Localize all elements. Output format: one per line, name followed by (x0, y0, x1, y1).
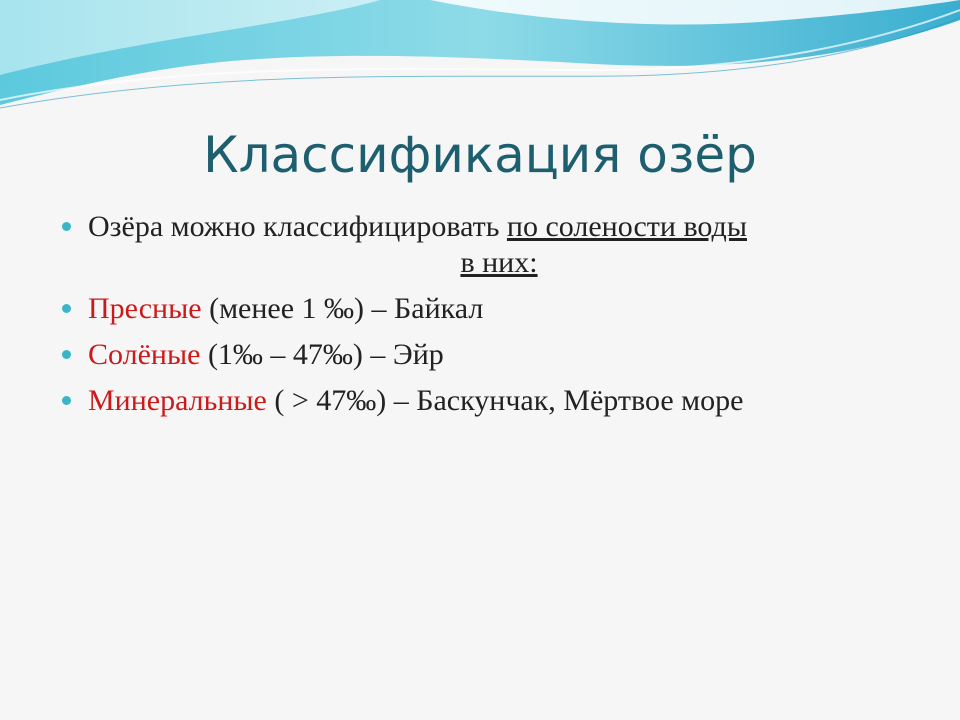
lake-type-label: Солёные (88, 338, 201, 371)
list-item (60, 207, 910, 283)
lake-type-label: Пресные (88, 292, 202, 325)
lake-type-description: (1‰ – 47‰) – Эйр (200, 338, 444, 371)
page-title: Классификация озёр (203, 126, 757, 184)
bullet-dot-icon (62, 222, 71, 231)
lake-type-description: ( > 47‰) – Баскунчак, Мёртвое море (266, 384, 744, 417)
list-item (60, 289, 910, 329)
bullet-dot-icon (62, 350, 71, 359)
lake-type-label: Минеральные (88, 384, 267, 417)
bullet-dot-icon (62, 304, 71, 313)
list-item (60, 381, 910, 421)
list-item (60, 335, 910, 375)
bullet-list (60, 207, 910, 427)
bullet-underlined-text: по солености воды (506, 210, 747, 243)
bullet-line (88, 207, 910, 247)
lake-type-description: (менее 1 ‰) – Байкал (201, 292, 484, 325)
bullet-dot-icon (62, 396, 71, 405)
bullet-underlined-text-continued: в них: (460, 246, 538, 279)
bullet-text: Озёра можно классифицировать (88, 210, 507, 243)
decorative-wave-header (0, 0, 960, 115)
